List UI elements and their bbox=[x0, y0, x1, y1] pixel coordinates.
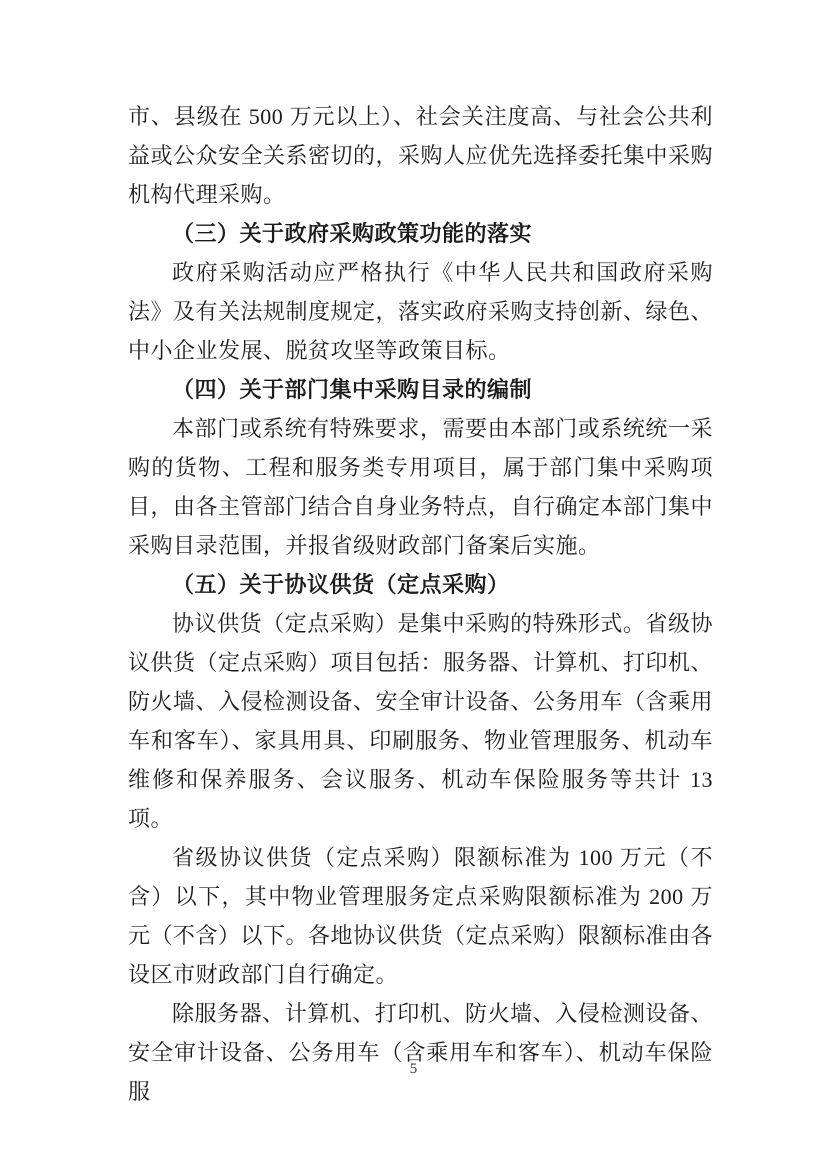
section-heading-3: （三）关于政府采购政策功能的落实 bbox=[172, 221, 533, 246]
paragraph: 本部门或系统有特殊要求，需要由本部门或系统统一采购的货物、工程和服务类专用项目，属于部门集中采购项目，由各主管部门结合自身业务特点，自行确定本部门集中采购目录范围，并报省级财政部门备案后实施。 bbox=[128, 416, 714, 558]
page-number: 5 bbox=[409, 1061, 418, 1077]
section-heading-5: （五）关于协议供货（定点采购） bbox=[172, 572, 510, 597]
paragraph: 协议供货（定点采购）是集中采购的特殊形式。省级协议供货（定点采购）项目包括：服务器、计算机、打印机、防火墙、入侵检测设备、安全审计设备、公务用车（含乘用车和客车）、家具用具、印刷服务、物业管理服务、机动车维修和保养服务、会议服务、机动车保险服务等共计 13 项。 bbox=[128, 611, 714, 831]
page-footer bbox=[0, 1060, 827, 1078]
document-body bbox=[128, 97, 713, 1111]
paragraph-cutoff: 除服务器、计算机、打印机、防火墙、入侵检测设备、安全审计设备、公务用车（含乘用车和客车）、机动车保险服 bbox=[128, 1001, 713, 1104]
paragraph: 政府采购活动应严格执行《中华人民共和国政府采购法》及有关法规制度规定，落实政府采购支持创新、绿色、中小企业发展、脱贫攻坚等政策目标。 bbox=[128, 260, 714, 363]
section-heading-4: （四）关于部门集中采购目录的编制 bbox=[172, 377, 533, 402]
paragraph-continuation: 市、县级在 500 万元以上）、社会关注度高、与社会公共利益或公众安全关系密切的，采购人应优先选择委托集中采购机构代理采购。 bbox=[128, 104, 714, 207]
paragraph: 省级协议供货（定点采购）限额标准为 100 万元（不含）以下，其中物业管理服务定点采购限额标准为 200 万元（不含）以下。各地协议供货（定点采购）限额标准由各设区市财政部门自行确定。 bbox=[128, 845, 714, 987]
